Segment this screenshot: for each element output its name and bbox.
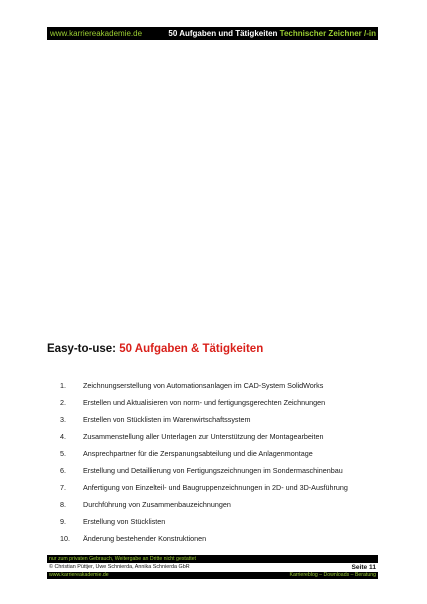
footer-site-url[interactable]: www.karriereakademie.de — [49, 572, 109, 578]
heading-accent: 50 Aufgaben & Tätigkeiten — [119, 343, 264, 355]
header-title-main: 50 Aufgaben und Tätigkeiten — [168, 29, 278, 38]
list-item-number: 9. — [60, 517, 66, 526]
footer-links[interactable]: Karriereblog – Downloads – Beratung — [289, 572, 376, 578]
list-item-text: Zeichnungserstellung von Automationsanlagen im CAD-System SolidWorks — [83, 381, 324, 390]
list-item-number: 3. — [60, 415, 66, 424]
header-title — [168, 27, 376, 40]
list-item-text: Erstellung von Stücklisten — [83, 517, 166, 526]
list-item-number: 6. — [60, 466, 66, 475]
list-item-number: 8. — [60, 500, 66, 509]
list-item-text: Ansprechpartner für die Zerspanungsabteilung und die Anlagenmontage — [83, 449, 313, 458]
header-title-profession: Technischer Zeichner /-in — [279, 29, 376, 38]
list-item-text: Zusammenstellung aller Unterlagen zur Unterstützung der Montagearbeiten — [83, 432, 324, 441]
page-number: Seite 11 — [351, 564, 376, 571]
list-item-number: 1. — [60, 381, 66, 390]
footer-copyright-row — [47, 563, 378, 572]
heading-prefix: Easy-to-use: — [47, 343, 117, 355]
footer-copyright: © Christian Püttjer, Uwe Schnierda, Annika Schnierda GbR — [49, 564, 190, 570]
list-item-text: Erstellen und Aktualisieren von norm- und fertigungsgerechten Zeichnungen — [83, 398, 326, 407]
list-item-text: Änderung bestehender Konstruktionen — [83, 534, 207, 543]
list-item-text: Erstellen von Stücklisten im Warenwirtschaftssystem — [83, 415, 251, 424]
page-header — [47, 27, 378, 40]
list-item-number: 4. — [60, 432, 66, 441]
list-item-number: 10. — [60, 534, 70, 543]
footer-bar — [47, 572, 378, 579]
section-heading — [47, 343, 263, 355]
list-item-text: Durchführung von Zusammenbauzeichnungen — [83, 500, 231, 509]
list-item-text: Anfertigung von Einzelteil- und Baugruppenzeichnungen in 2D- und 3D-Ausführung — [83, 483, 348, 492]
list-item-text: Erstellung und Detaillierung von Fertigungszeichnungen im Sondermaschinenbau — [83, 466, 343, 475]
list-item-number: 7. — [60, 483, 66, 492]
list-item-number: 2. — [60, 398, 66, 407]
footer-usage-note: nur zum privaten Gebrauch, Weitergabe an Dritte nicht gestattet — [47, 555, 378, 563]
list-item-number: 5. — [60, 449, 66, 458]
header-site-url[interactable]: www.karriereakademie.de — [50, 29, 143, 38]
